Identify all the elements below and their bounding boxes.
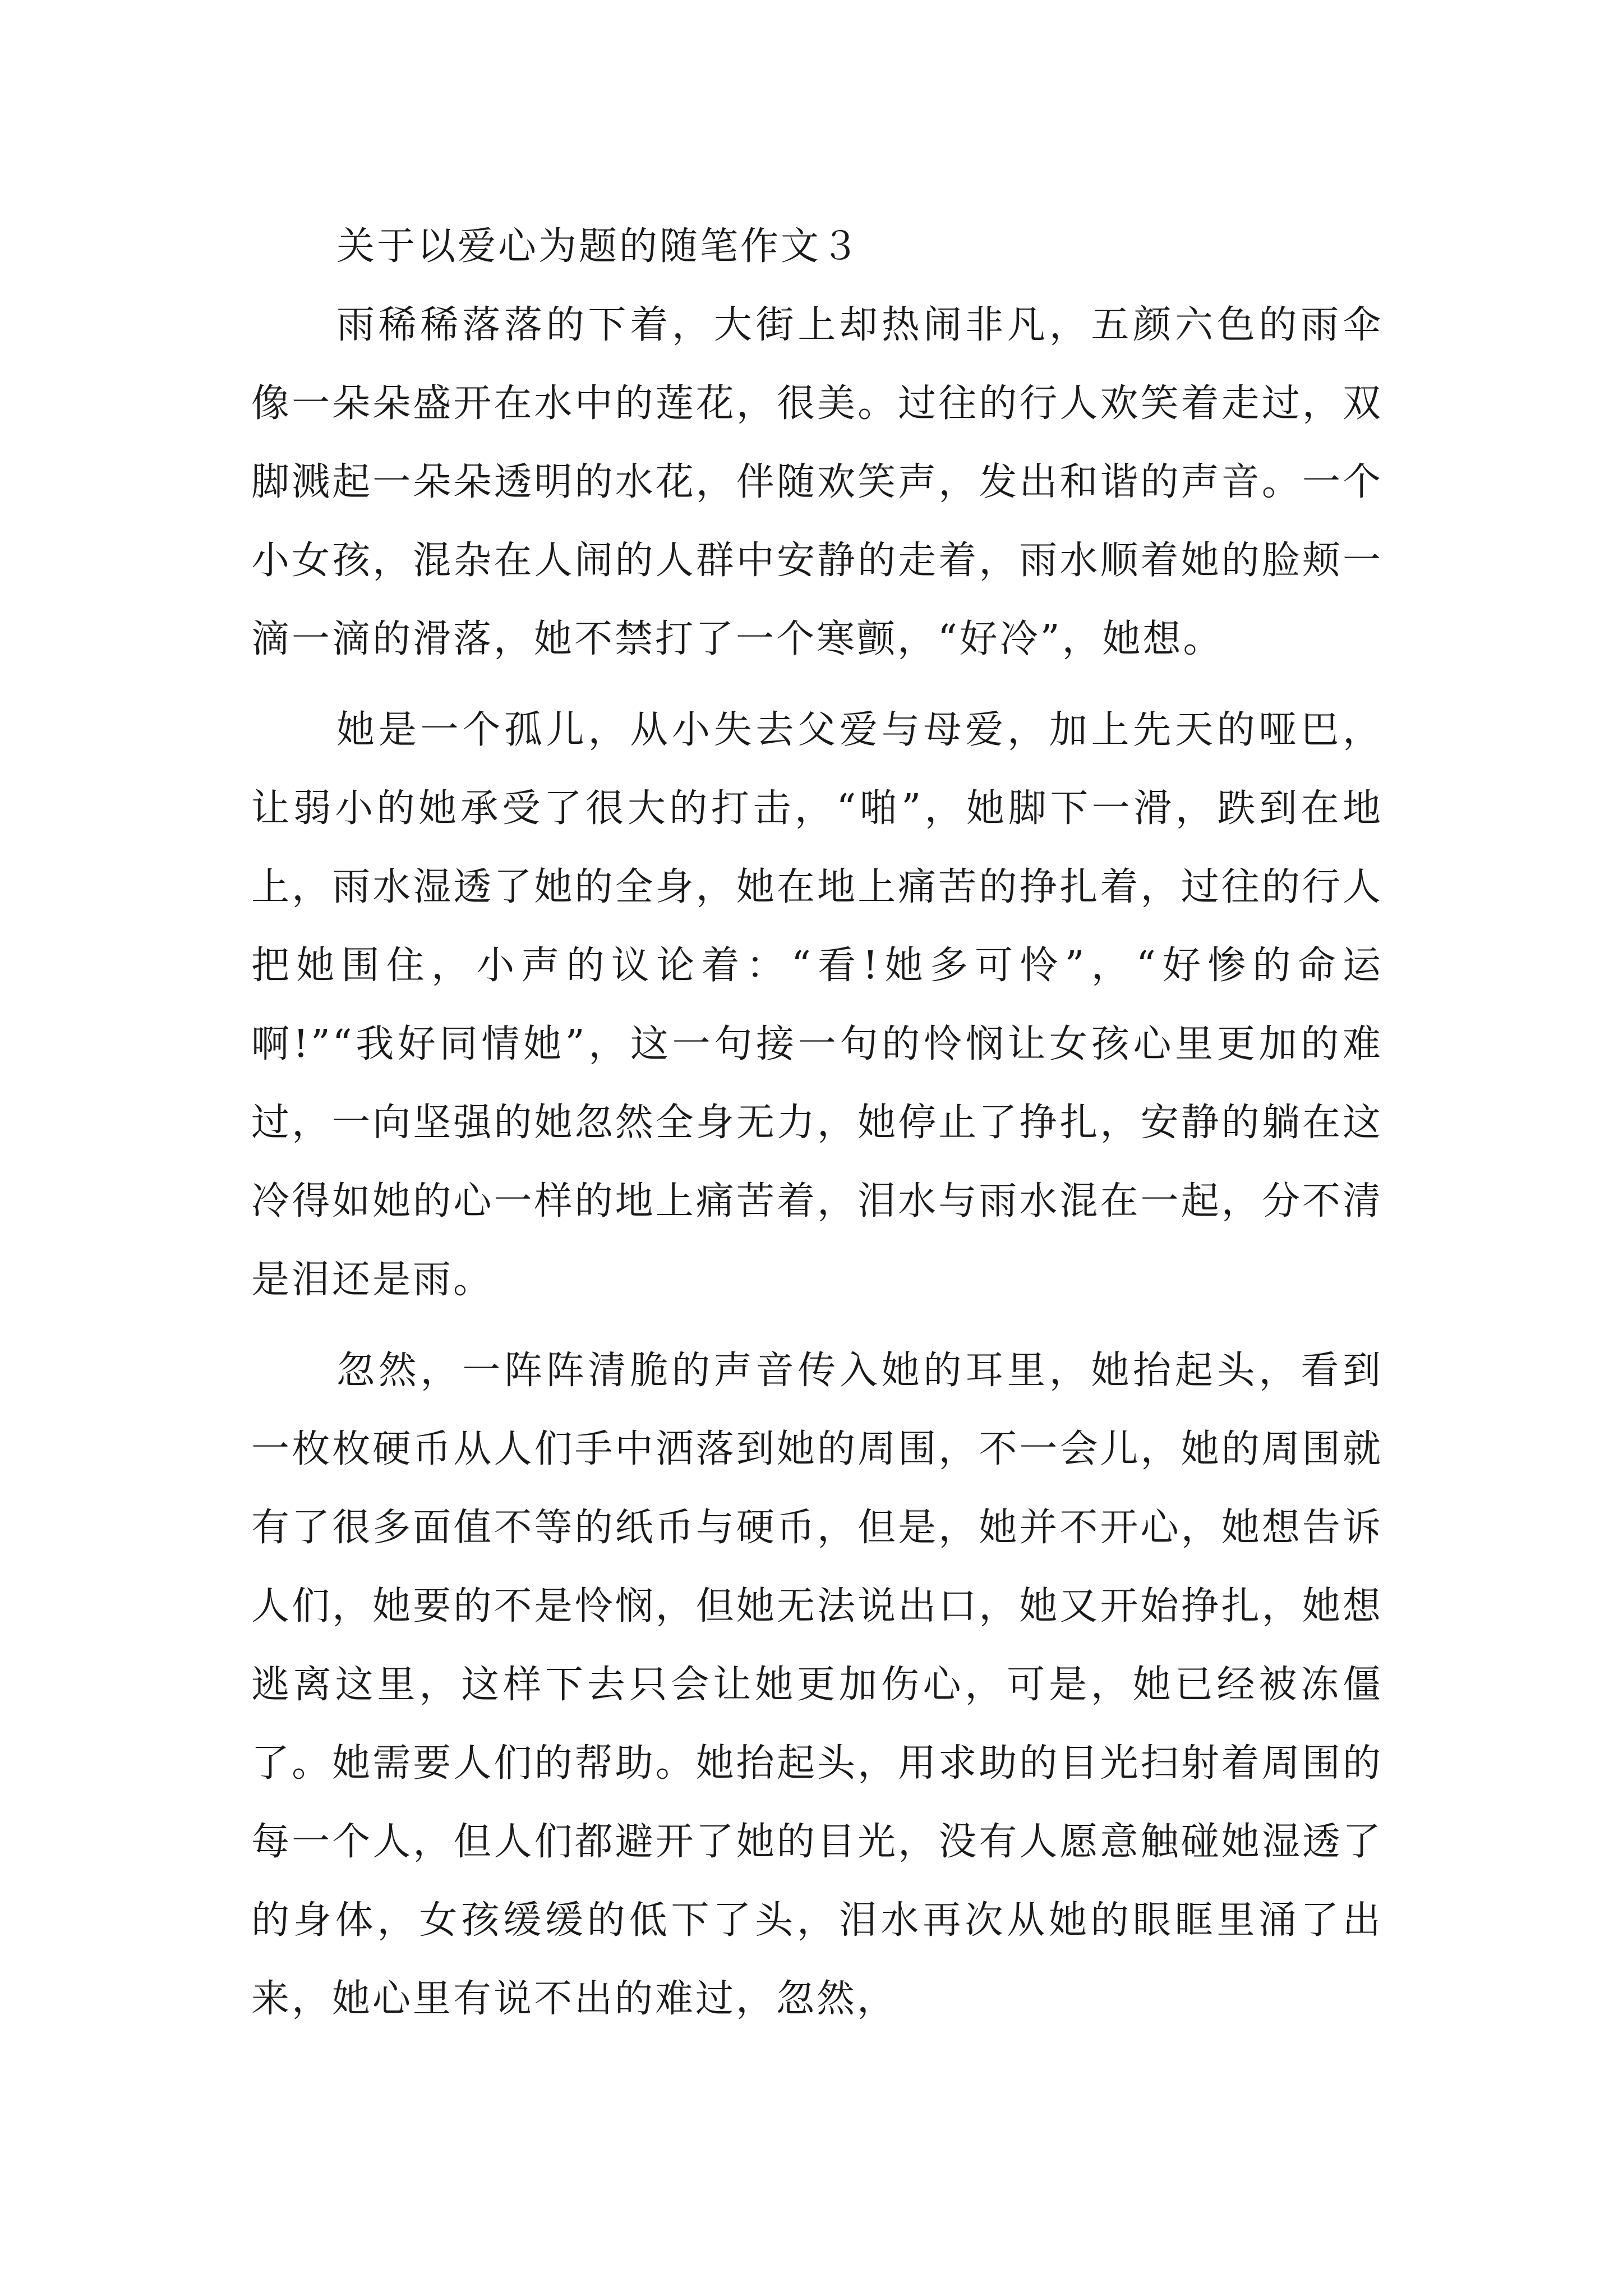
- paragraph-2: 她是一个孤儿，从小失去父爱与母爱，加上先天的哑巴，让弱小的她承受了很大的打击，“啪”，她脚下一滑，跌到在地上，雨水湿透了她的全身，她在地上痛苦的挣扎着，过往的行人把她围住，小声的议论着：“看!她多可怜”，“好惨的命运啊!”“我好同情她”，这一句接一句的怜悯让女孩心里更加的难过，一向坚强的她忽然全身无力，她停止了挣扎，安静的躺在这冷得如她的心一样的地上痛苦着，泪水与雨水混在一起，分不清是泪还是雨。: [251, 708, 1383, 1302]
- paragraph-1: 雨稀稀落落的下着，大街上却热闹非凡，五颜六色的雨伞像一朵朵盛开在水中的莲花，很美。过往的行人欢笑着走过，双脚溅起一朵朵透明的水花，伴随欢笑声，发出和谐的声音。一个小女孩，混杂在人闹的人群中安静的走着，雨水顺着她的脸颊一滴一滴的滑落，她不禁打了一个寒颤，“好冷”，她想。: [251, 303, 1383, 661]
- document-body: [251, 208, 1383, 2051]
- paragraph-3: 忽然，一阵阵清脆的声音传入她的耳里，她抬起头，看到一枚枚硬币从人们手中洒落到她的周围，不一会儿，她的周围就有了很多面值不等的纸币与硬币，但是，她并不开心，她想告诉人们，她要的不是怜悯，但她无法说出口，她又开始挣扎，她想逃离这里，这样下去只会让她更加伤心，可是，她已经被冻僵了。她需要人们的帮助。她抬起头，用求助的目光扫射着周围的每一个人，但人们都避开了她的目光，没有人愿意触碰她湿透了的身体，女孩缓缓的低下了头，泪水再次从她的眼眶里涌了出来，她心里有说不出的难过，忽然，: [251, 1349, 1383, 2021]
- document-title: 关于以爱心为题的随笔作文３: [336, 224, 862, 269]
